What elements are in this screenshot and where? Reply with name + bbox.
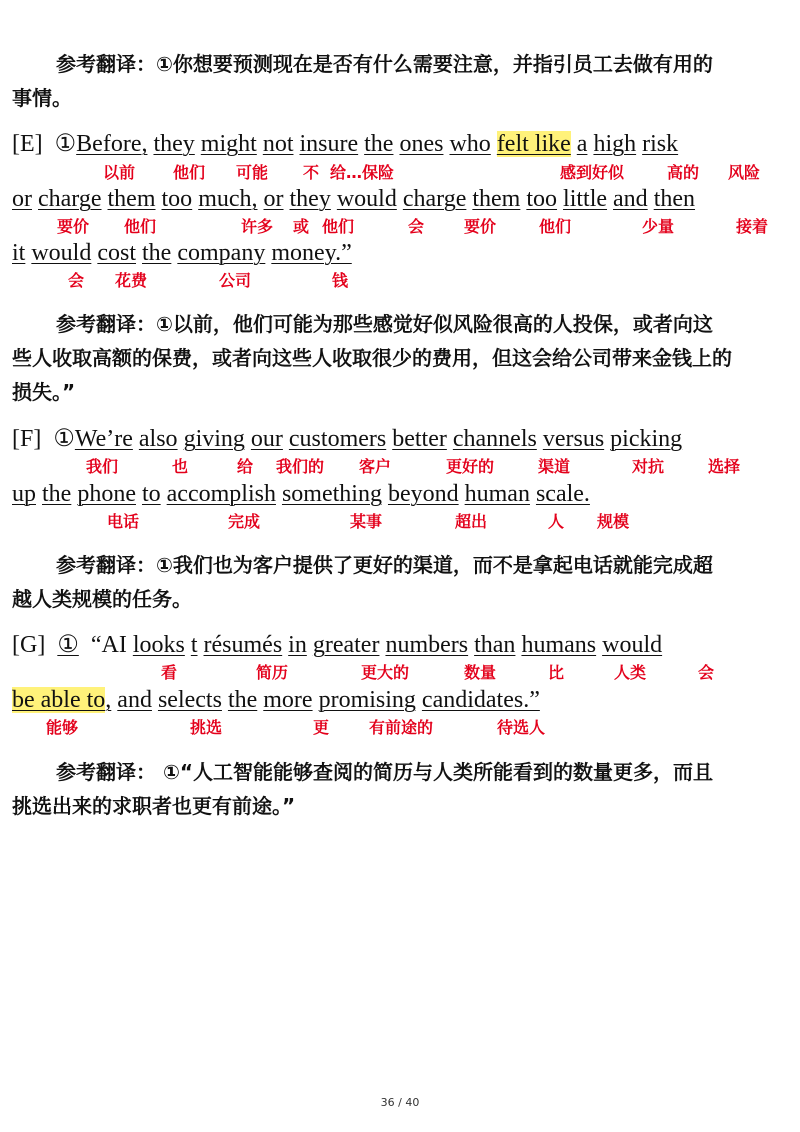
- word: ,: [105, 687, 112, 713]
- word: human: [464, 481, 530, 507]
- gloss: 更: [313, 718, 330, 737]
- gloss: 电话: [107, 512, 140, 531]
- gloss: 选择: [708, 457, 741, 476]
- circled-number: ①: [57, 632, 79, 658]
- word: a: [576, 131, 588, 157]
- word: the: [142, 240, 172, 266]
- word: charge: [402, 186, 467, 212]
- word: humans: [521, 632, 597, 658]
- word: the: [227, 687, 258, 713]
- page-number: 36 / 40: [380, 1096, 420, 1109]
- word: too: [161, 186, 193, 212]
- gloss: 公司: [219, 271, 252, 290]
- word: high: [593, 131, 637, 157]
- word: they: [289, 186, 331, 212]
- gloss: 少量: [642, 217, 675, 236]
- word: or: [263, 186, 284, 212]
- gloss: 能够: [46, 718, 79, 737]
- word: would: [336, 186, 397, 212]
- g-translation: [12, 755, 782, 823]
- word: numbers: [385, 632, 469, 658]
- word: much,: [198, 186, 258, 212]
- gloss: 数量: [464, 663, 497, 682]
- word: looks: [132, 632, 185, 658]
- gloss: 他们: [124, 217, 157, 236]
- section-label-e: [E]: [12, 131, 43, 157]
- word: they: [153, 131, 195, 157]
- word: We’re: [74, 426, 133, 452]
- gloss: 接着: [736, 217, 769, 236]
- gloss: 他们: [322, 217, 355, 236]
- word: would: [31, 240, 92, 266]
- gloss: 我们的: [276, 457, 325, 476]
- word: them: [472, 186, 521, 212]
- section-label-g: [G]: [12, 632, 46, 658]
- g-sentence-line2: [12, 686, 540, 714]
- word: scale.: [535, 481, 590, 507]
- word: cost: [97, 240, 137, 266]
- gloss: 人类: [614, 663, 647, 682]
- word: our: [250, 426, 283, 452]
- gloss: 超出: [455, 512, 488, 531]
- gloss: 会: [68, 271, 85, 290]
- gloss: 也: [172, 457, 189, 476]
- word: to: [141, 481, 161, 507]
- word: up: [12, 481, 36, 507]
- gloss: 简历: [256, 663, 289, 682]
- word: “AI: [90, 632, 127, 658]
- word: better: [392, 426, 447, 452]
- gloss: 渠道: [538, 457, 571, 476]
- gloss: 要价: [57, 217, 90, 236]
- word: ones: [399, 131, 444, 157]
- gloss: 风险: [728, 163, 761, 182]
- word: little: [563, 186, 608, 212]
- gloss: 完成: [228, 512, 261, 531]
- gloss: 不: [303, 163, 320, 182]
- word: it: [12, 240, 26, 266]
- e-translation: [12, 307, 782, 409]
- word: the: [364, 131, 394, 157]
- gloss: 看: [161, 663, 178, 682]
- g-sentence-line1: [12, 631, 662, 659]
- word: greater: [312, 632, 380, 658]
- word: more: [263, 687, 313, 713]
- e-translation-line1: 参考翻译：①以前，他们可能为那些感觉好似风险很高的人投保，或者向这: [56, 312, 713, 336]
- gloss: 对抗: [632, 457, 665, 476]
- word: them: [107, 186, 156, 212]
- circled-number: ①: [54, 131, 77, 157]
- word: and: [613, 186, 648, 212]
- word: money.”: [271, 240, 352, 266]
- word: versus: [542, 426, 605, 452]
- word: and: [117, 687, 152, 713]
- f-sentence-line2: [12, 480, 590, 508]
- gloss: 会: [698, 663, 715, 682]
- gloss: 我们: [86, 457, 119, 476]
- word: who: [449, 131, 491, 157]
- word: or: [12, 186, 32, 212]
- gloss: 他们: [173, 163, 206, 182]
- top-translation-line2: 事情。: [12, 86, 72, 110]
- circled-number: ①: [53, 426, 75, 452]
- word: beyond: [387, 481, 459, 507]
- gloss: 给: [237, 457, 254, 476]
- gloss: 感到好似: [560, 163, 625, 182]
- gloss: 许多: [241, 217, 274, 236]
- g-translation-line1: 参考翻译： ①“人工智能能够查阅的简历与人类所能看到的数量更多，而且: [56, 760, 714, 784]
- section-label-f: [F]: [12, 426, 42, 452]
- gloss: 以前: [103, 163, 136, 182]
- e-translation-line3: 损失。”: [12, 380, 76, 404]
- f-translation-line1: 参考翻译：①我们也为客户提供了更好的渠道，而不是拿起电话就能完成超: [56, 553, 713, 577]
- gloss: 钱: [332, 271, 349, 290]
- word: résumés: [203, 632, 283, 658]
- gloss: 有前途的: [369, 718, 434, 737]
- top-translation: [12, 47, 782, 115]
- word: insure: [299, 131, 359, 157]
- gloss: 比: [548, 663, 565, 682]
- word: not: [262, 131, 294, 157]
- gloss: 给…保险: [330, 163, 395, 182]
- word: company: [177, 240, 266, 266]
- highlighted-phrase: felt like: [496, 131, 571, 157]
- gloss: 会: [408, 217, 425, 236]
- word: too: [526, 186, 558, 212]
- word: the: [42, 481, 72, 507]
- e-sentence-line2: [12, 185, 695, 213]
- gloss: 规模: [597, 512, 630, 531]
- gloss: 客户: [359, 457, 392, 476]
- word: then: [653, 186, 696, 212]
- gloss: 他们: [539, 217, 572, 236]
- word: accomplish: [166, 481, 276, 507]
- word: risk: [642, 131, 679, 157]
- word: might: [200, 131, 257, 157]
- gloss: 可能: [236, 163, 269, 182]
- word: candidates.”: [421, 687, 540, 713]
- word: charge: [38, 186, 102, 212]
- word: than: [474, 632, 516, 658]
- word: phone: [77, 481, 136, 507]
- gloss: 人: [548, 512, 565, 531]
- f-sentence-line1: [12, 425, 682, 453]
- gloss: 花费: [115, 271, 148, 290]
- gloss: 挑选: [190, 718, 223, 737]
- top-translation-line1: 参考翻译：①你想要预测现在是否有什么需要注意，并指引员工去做有用的: [56, 52, 713, 76]
- f-translation-line2: 越人类规模的任务。: [12, 587, 192, 611]
- e-sentence-line1: [12, 130, 678, 158]
- e-translation-line2: 些人收取高额的保费，或者向这些人收取很少的费用，但这会给公司带来金钱上的: [12, 346, 732, 370]
- word: Before,: [76, 131, 148, 157]
- gloss: 或: [293, 217, 310, 236]
- word: in: [288, 632, 307, 658]
- word: channels: [452, 426, 537, 452]
- word: would: [602, 632, 663, 658]
- word: giving: [183, 426, 245, 452]
- gloss: 更大的: [361, 663, 410, 682]
- word: picking: [610, 426, 683, 452]
- word: t: [190, 632, 198, 658]
- word: selects: [157, 687, 222, 713]
- gloss: 更好的: [446, 457, 495, 476]
- word: promising: [318, 687, 416, 713]
- gloss: 高的: [667, 163, 700, 182]
- word: customers: [288, 426, 387, 452]
- gloss: 待选人: [497, 718, 546, 737]
- gloss: 某事: [350, 512, 383, 531]
- e-sentence-line3: [12, 239, 352, 267]
- f-translation: [12, 548, 782, 616]
- word: also: [138, 426, 178, 452]
- word: something: [281, 481, 382, 507]
- highlighted-phrase: be able to: [12, 687, 106, 713]
- g-translation-line2: 挑选出来的求职者也更有前途。”: [12, 794, 296, 818]
- gloss: 要价: [464, 217, 497, 236]
